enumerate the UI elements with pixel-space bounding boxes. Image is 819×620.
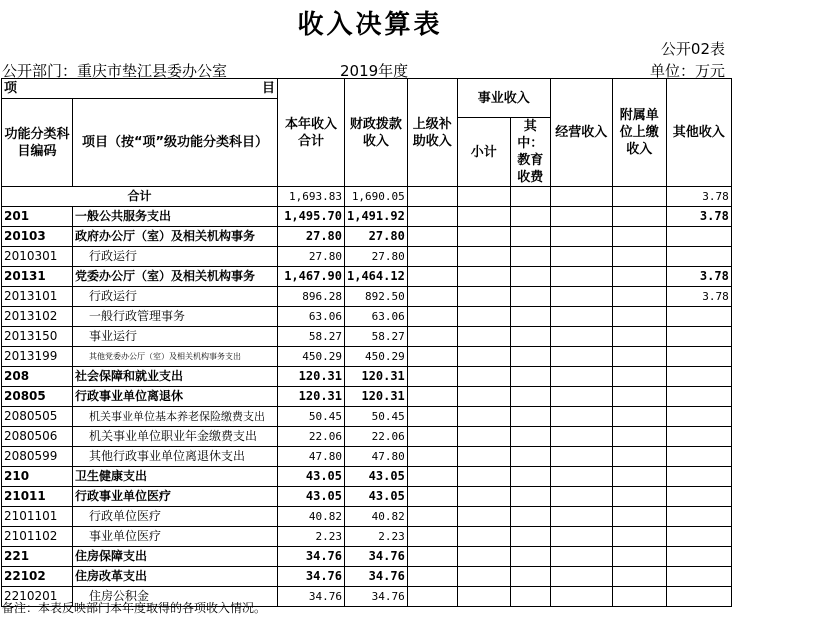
empty-cell	[510, 267, 550, 287]
empty-cell	[510, 367, 550, 387]
row-other	[666, 307, 731, 327]
row-name: 其他党委办公厅（室）及相关机构事务支出	[73, 347, 278, 367]
row-other	[666, 327, 731, 347]
empty-cell	[510, 467, 550, 487]
header-total: 本年收入合计	[278, 79, 345, 187]
empty-cell	[457, 427, 510, 447]
empty-cell	[407, 407, 457, 427]
row-total: 1,495.70	[278, 207, 345, 227]
form-number: 公开02表	[660, 40, 725, 58]
row-other	[666, 387, 731, 407]
total-total: 1,693.83	[278, 187, 345, 207]
empty-cell	[407, 247, 457, 267]
row-name: 一般行政管理事务	[73, 307, 278, 327]
row-fiscal: 50.45	[345, 407, 408, 427]
row-other	[666, 347, 731, 367]
total-other: 3.78	[666, 187, 731, 207]
row-other: 3.78	[666, 267, 731, 287]
table-row	[2, 347, 732, 367]
row-other	[666, 587, 731, 607]
row-name: 行政单位医疗	[73, 507, 278, 527]
empty-cell	[407, 267, 457, 287]
row-other	[666, 407, 731, 427]
header-subsidy: 上级补助收入	[407, 79, 457, 187]
department-label: 公开部门：重庆市垫江县委办公室	[2, 62, 228, 80]
row-total: 43.05	[278, 487, 345, 507]
empty-cell	[612, 527, 666, 547]
row-total: 27.80	[278, 227, 345, 247]
empty-cell	[510, 567, 550, 587]
table-row	[2, 487, 732, 507]
footnote: 备注：本表反映部门本年度取得的各项收入情况。	[2, 601, 267, 615]
row-code: 2101102	[2, 527, 73, 547]
empty-cell	[550, 227, 612, 247]
header-other: 其他收入	[666, 79, 731, 187]
empty-cell	[457, 367, 510, 387]
empty-cell	[457, 407, 510, 427]
empty-cell	[612, 507, 666, 527]
empty-cell	[612, 247, 666, 267]
empty-cell	[550, 587, 612, 607]
row-other	[666, 367, 731, 387]
row-name: 行政运行	[73, 247, 278, 267]
empty-cell	[510, 327, 550, 347]
row-other	[666, 567, 731, 587]
empty-cell	[407, 387, 457, 407]
empty-cell	[550, 567, 612, 587]
row-code: 2013150	[2, 327, 73, 347]
row-fiscal: 22.06	[345, 427, 408, 447]
empty-cell	[550, 347, 612, 367]
empty-cell	[457, 227, 510, 247]
empty-cell	[457, 207, 510, 227]
row-other	[666, 547, 731, 567]
header-item-cell	[2, 79, 278, 99]
row-name: 事业运行	[73, 327, 278, 347]
row-fiscal: 892.50	[345, 287, 408, 307]
row-fiscal: 63.06	[345, 307, 408, 327]
empty-cell	[407, 187, 457, 207]
row-total: 2.23	[278, 527, 345, 547]
empty-cell	[457, 467, 510, 487]
table-row	[2, 447, 732, 467]
empty-cell	[457, 287, 510, 307]
table-row	[2, 207, 732, 227]
row-total: 34.76	[278, 587, 345, 607]
row-other: 3.78	[666, 207, 731, 227]
table-row	[2, 427, 732, 447]
empty-cell	[612, 467, 666, 487]
empty-cell	[550, 287, 612, 307]
row-code: 22102	[2, 567, 73, 587]
empty-cell	[612, 287, 666, 307]
header-subtotal: 小计	[457, 118, 510, 187]
row-fiscal: 34.76	[345, 547, 408, 567]
row-total: 896.28	[278, 287, 345, 307]
empty-cell	[407, 587, 457, 607]
header-fiscal: 财政拨款收入	[345, 79, 408, 187]
empty-cell	[550, 547, 612, 567]
row-name: 一般公共服务支出	[73, 207, 278, 227]
row-name: 行政事业单位医疗	[73, 487, 278, 507]
empty-cell	[407, 227, 457, 247]
row-other	[666, 527, 731, 547]
empty-cell	[612, 567, 666, 587]
empty-cell	[612, 367, 666, 387]
row-other	[666, 247, 731, 267]
empty-cell	[407, 287, 457, 307]
empty-cell	[510, 447, 550, 467]
empty-cell	[510, 207, 550, 227]
empty-cell	[510, 287, 550, 307]
row-total: 63.06	[278, 307, 345, 327]
row-fiscal: 43.05	[345, 467, 408, 487]
row-total: 27.80	[278, 247, 345, 267]
row-name: 政府办公厅（室）及相关机构事务	[73, 227, 278, 247]
row-total: 58.27	[278, 327, 345, 347]
empty-cell	[612, 407, 666, 427]
row-code: 2013102	[2, 307, 73, 327]
empty-cell	[550, 407, 612, 427]
fiscal-year: 2019年度	[340, 62, 409, 80]
table-row	[2, 367, 732, 387]
empty-cell	[407, 347, 457, 367]
row-code: 2013199	[2, 347, 73, 367]
row-total: 22.06	[278, 427, 345, 447]
row-code: 2080505	[2, 407, 73, 427]
row-fiscal: 27.80	[345, 247, 408, 267]
empty-cell	[550, 507, 612, 527]
header-operating: 经营收入	[550, 79, 612, 187]
empty-cell	[510, 227, 550, 247]
empty-cell	[407, 547, 457, 567]
empty-cell	[457, 487, 510, 507]
empty-cell	[550, 467, 612, 487]
empty-cell	[550, 327, 612, 347]
empty-cell	[510, 347, 550, 367]
total-row	[2, 187, 732, 207]
row-total: 450.29	[278, 347, 345, 367]
row-fiscal: 40.82	[345, 507, 408, 527]
empty-cell	[550, 207, 612, 227]
row-other	[666, 447, 731, 467]
row-fiscal: 27.80	[345, 227, 408, 247]
empty-cell	[407, 367, 457, 387]
table-row	[2, 267, 732, 287]
empty-cell	[457, 267, 510, 287]
row-total: 120.31	[278, 367, 345, 387]
row-name: 社会保障和就业支出	[73, 367, 278, 387]
table-row	[2, 247, 732, 267]
empty-cell	[550, 247, 612, 267]
row-other	[666, 487, 731, 507]
empty-cell	[457, 507, 510, 527]
row-fiscal: 120.31	[345, 367, 408, 387]
header-career: 事业收入	[457, 79, 550, 118]
empty-cell	[612, 487, 666, 507]
row-name: 其他行政事业单位离退休支出	[73, 447, 278, 467]
empty-cell	[550, 367, 612, 387]
empty-cell	[612, 207, 666, 227]
empty-cell	[457, 187, 510, 207]
empty-cell	[407, 307, 457, 327]
table-row	[2, 227, 732, 247]
empty-cell	[510, 547, 550, 567]
empty-cell	[550, 527, 612, 547]
row-total: 50.45	[278, 407, 345, 427]
row-fiscal: 43.05	[345, 487, 408, 507]
table-row	[2, 307, 732, 327]
empty-cell	[510, 307, 550, 327]
row-other	[666, 507, 731, 527]
total-fiscal: 1,690.05	[345, 187, 408, 207]
row-other	[666, 227, 731, 247]
empty-cell	[612, 227, 666, 247]
row-code: 210	[2, 467, 73, 487]
empty-cell	[612, 547, 666, 567]
empty-cell	[457, 327, 510, 347]
row-total: 40.82	[278, 507, 345, 527]
table-row	[2, 407, 732, 427]
empty-cell	[510, 407, 550, 427]
row-fiscal: 34.76	[345, 567, 408, 587]
row-code: 201	[2, 207, 73, 227]
row-name: 行政事业单位离退休	[73, 387, 278, 407]
table-row	[2, 387, 732, 407]
row-code: 20103	[2, 227, 73, 247]
empty-cell	[550, 307, 612, 327]
row-code: 2013101	[2, 287, 73, 307]
empty-cell	[407, 427, 457, 447]
empty-cell	[457, 587, 510, 607]
empty-cell	[510, 507, 550, 527]
row-code: 221	[2, 547, 73, 567]
row-code: 2101101	[2, 507, 73, 527]
empty-cell	[457, 307, 510, 327]
row-name: 住房公积金	[73, 587, 278, 607]
empty-cell	[612, 327, 666, 347]
table-row	[2, 527, 732, 547]
empty-cell	[612, 307, 666, 327]
income-table	[1, 78, 732, 607]
header-name: 项目（按“项”级功能分类科目）	[73, 99, 278, 187]
empty-cell	[550, 487, 612, 507]
row-fiscal: 1,491.92	[345, 207, 408, 227]
empty-cell	[612, 387, 666, 407]
empty-cell	[457, 247, 510, 267]
row-code: 20131	[2, 267, 73, 287]
row-total: 1,467.90	[278, 267, 345, 287]
empty-cell	[550, 187, 612, 207]
row-code: 2210201	[2, 587, 73, 607]
row-total: 47.80	[278, 447, 345, 467]
row-code: 2010301	[2, 247, 73, 267]
row-other	[666, 427, 731, 447]
empty-cell	[612, 267, 666, 287]
row-other: 3.78	[666, 287, 731, 307]
row-total: 34.76	[278, 567, 345, 587]
row-name: 住房保障支出	[73, 547, 278, 567]
empty-cell	[457, 567, 510, 587]
table-row	[2, 547, 732, 567]
row-code: 2080599	[2, 447, 73, 467]
row-total: 43.05	[278, 467, 345, 487]
row-total: 120.31	[278, 387, 345, 407]
row-fiscal: 34.76	[345, 587, 408, 607]
row-fiscal: 1,464.12	[345, 267, 408, 287]
row-name: 卫生健康支出	[73, 467, 278, 487]
empty-cell	[550, 267, 612, 287]
row-name: 党委办公厅（室）及相关机构事务	[73, 267, 278, 287]
empty-cell	[457, 527, 510, 547]
table-row	[2, 287, 732, 307]
empty-cell	[550, 447, 612, 467]
row-fiscal: 120.31	[345, 387, 408, 407]
empty-cell	[510, 247, 550, 267]
row-code: 21011	[2, 487, 73, 507]
row-code: 208	[2, 367, 73, 387]
page-title: 收入决算表	[297, 10, 443, 40]
empty-cell	[550, 387, 612, 407]
row-fiscal: 450.29	[345, 347, 408, 367]
row-fiscal: 2.23	[345, 527, 408, 547]
empty-cell	[407, 207, 457, 227]
empty-cell	[612, 427, 666, 447]
table-row	[2, 327, 732, 347]
table-row	[2, 507, 732, 527]
empty-cell	[510, 527, 550, 547]
total-label: 合计	[2, 187, 278, 207]
empty-cell	[510, 427, 550, 447]
empty-cell	[407, 567, 457, 587]
empty-cell	[457, 347, 510, 367]
unit-label: 单位：万元	[649, 62, 725, 80]
header-code: 功能分类科目编码	[2, 99, 73, 187]
empty-cell	[510, 187, 550, 207]
empty-cell	[612, 587, 666, 607]
header-item: 项	[4, 81, 18, 96]
empty-cell	[510, 587, 550, 607]
empty-cell	[550, 427, 612, 447]
row-name: 机关事业单位基本养老保险缴费支出	[73, 407, 278, 427]
row-fiscal: 47.80	[345, 447, 408, 467]
empty-cell	[510, 487, 550, 507]
table-row	[2, 567, 732, 587]
row-total: 34.76	[278, 547, 345, 567]
empty-cell	[612, 187, 666, 207]
empty-cell	[407, 487, 457, 507]
table-row	[2, 467, 732, 487]
row-name: 事业单位医疗	[73, 527, 278, 547]
empty-cell	[407, 327, 457, 347]
header-edu: 其中：教育收费	[510, 118, 550, 187]
empty-cell	[510, 387, 550, 407]
empty-cell	[407, 447, 457, 467]
empty-cell	[407, 507, 457, 527]
empty-cell	[457, 447, 510, 467]
row-fiscal: 58.27	[345, 327, 408, 347]
row-name: 机关事业单位职业年金缴费支出	[73, 427, 278, 447]
empty-cell	[457, 547, 510, 567]
header-item-end: 目	[261, 81, 275, 96]
row-name: 行政运行	[73, 287, 278, 307]
row-other	[666, 467, 731, 487]
row-code: 2080506	[2, 427, 73, 447]
empty-cell	[407, 527, 457, 547]
header-affiliated: 附属单位上缴收入	[612, 79, 666, 187]
empty-cell	[457, 387, 510, 407]
row-code: 20805	[2, 387, 73, 407]
empty-cell	[612, 447, 666, 467]
empty-cell	[612, 347, 666, 367]
empty-cell	[407, 467, 457, 487]
row-name: 住房改革支出	[73, 567, 278, 587]
